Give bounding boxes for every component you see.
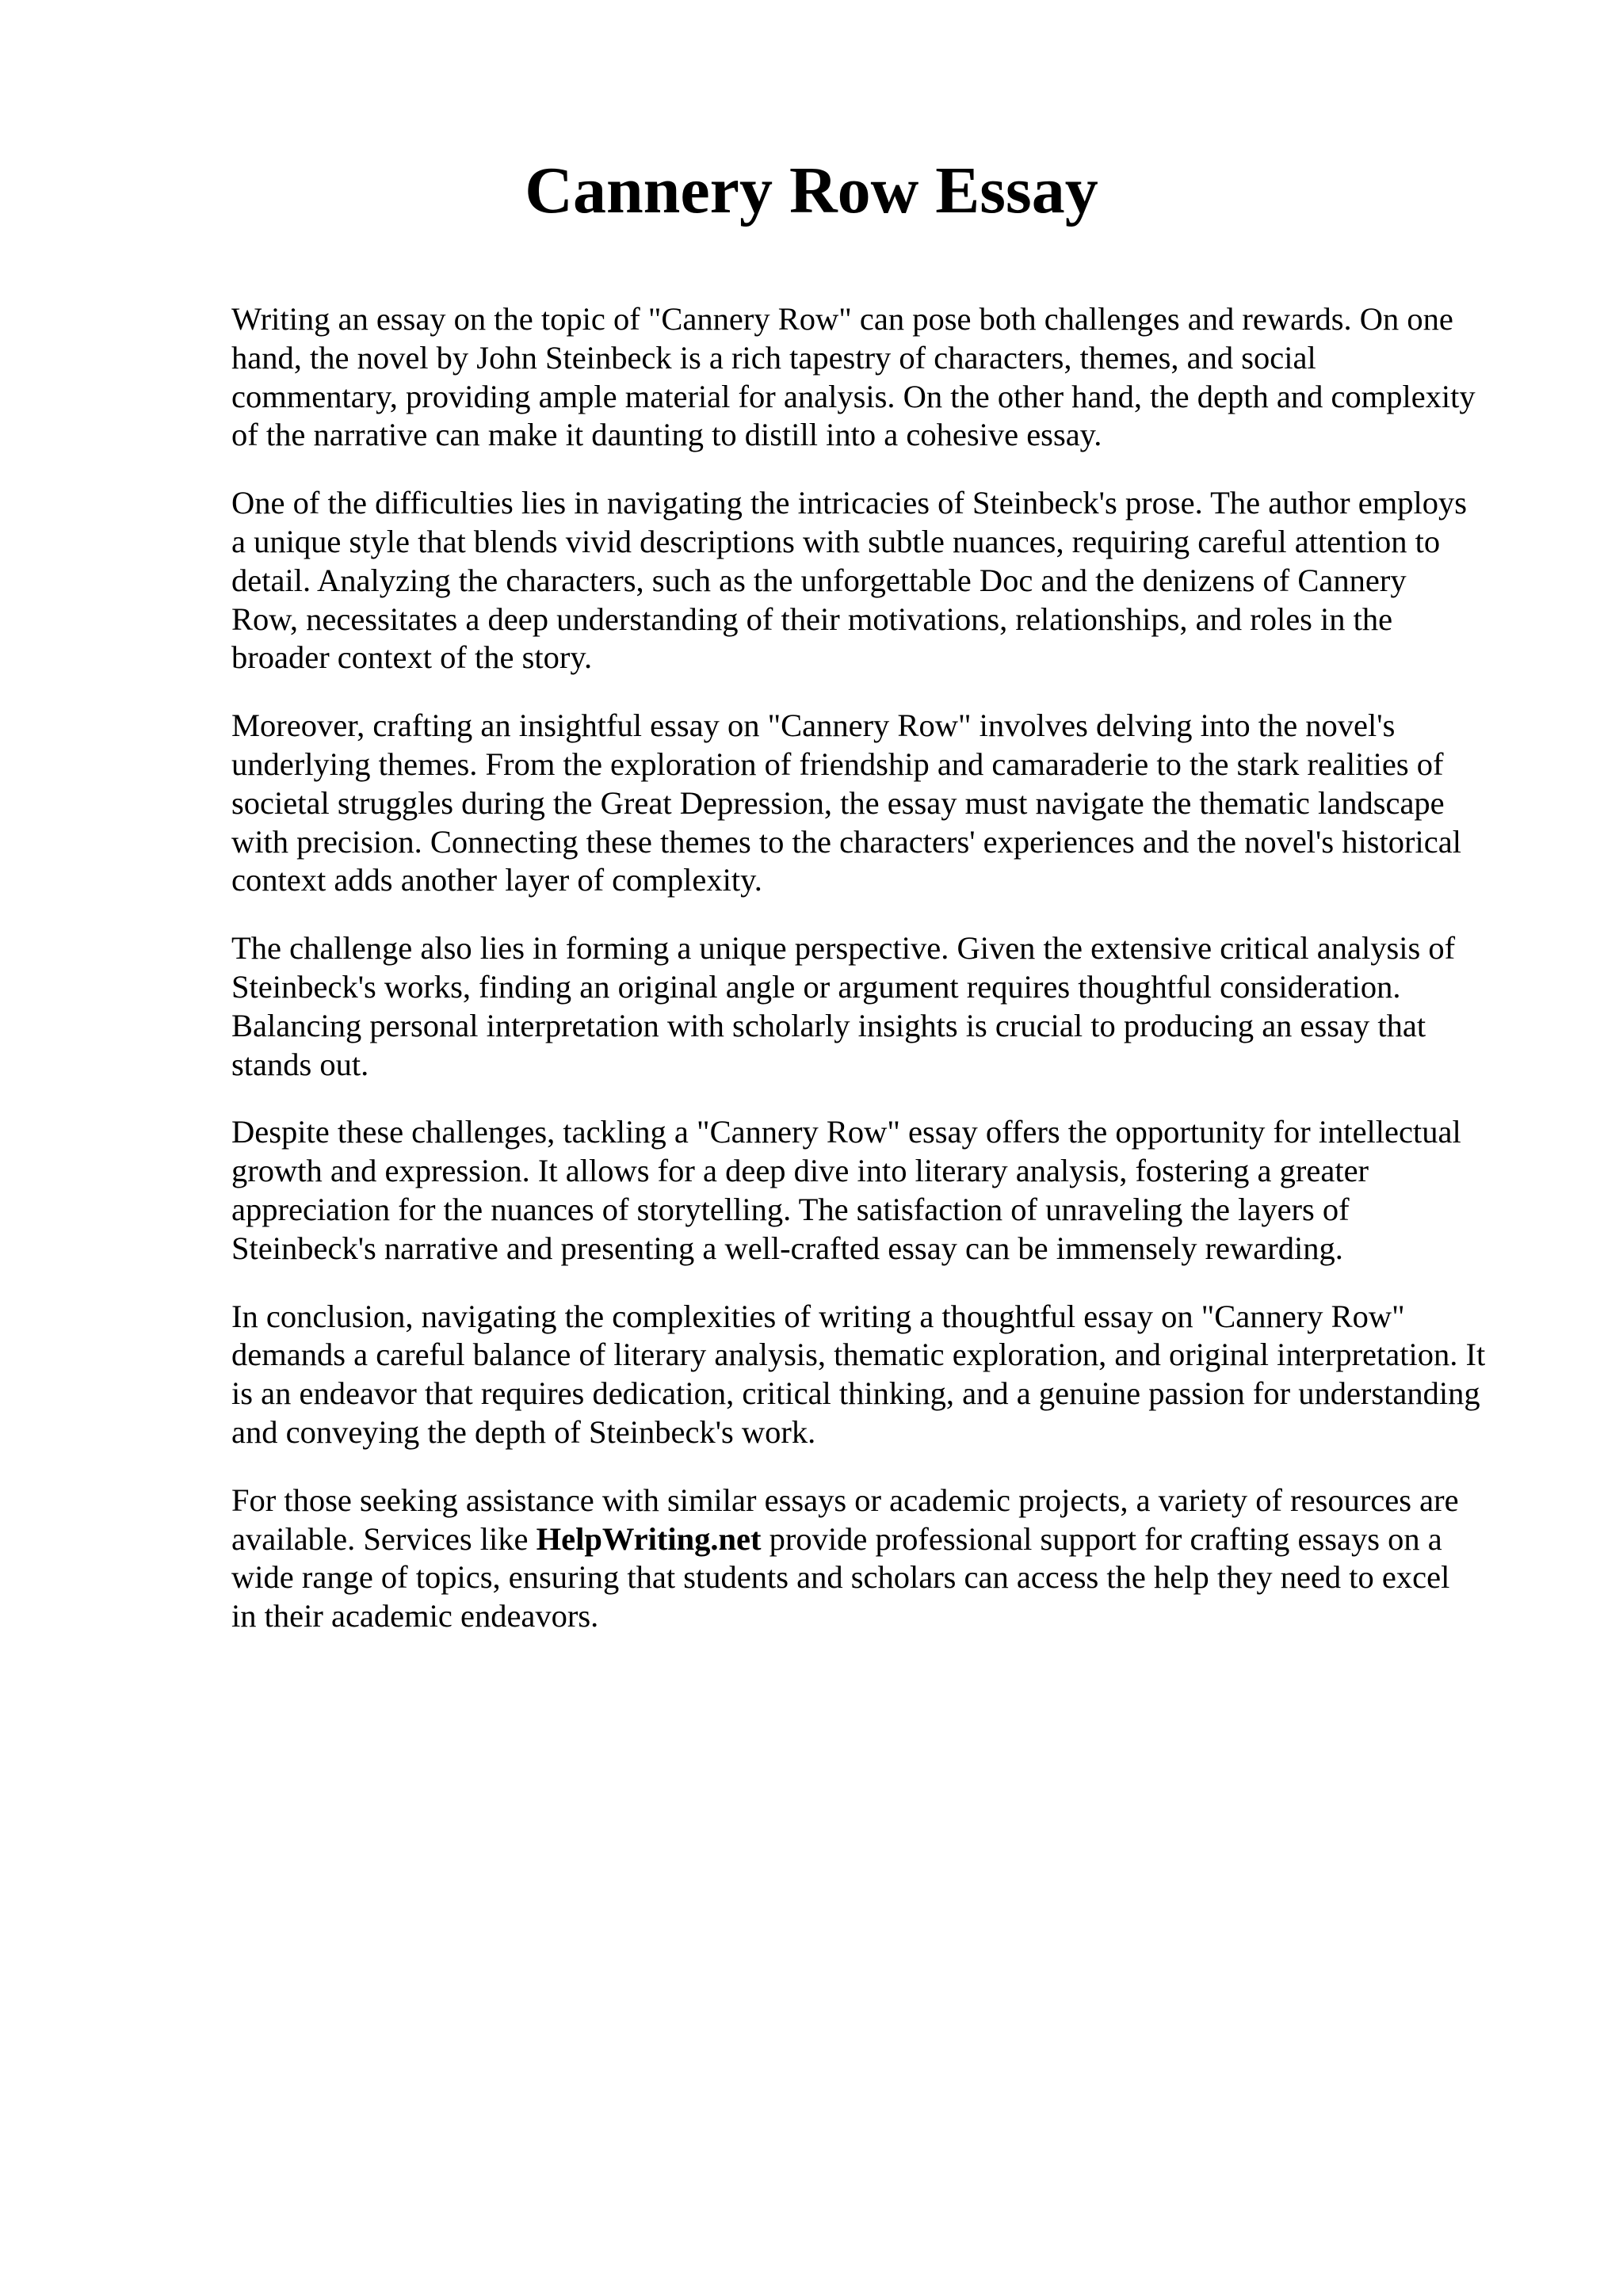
paragraph-line: Steinbeck's narrative and presenting a well-crafted essay can be immensely rewarding. <box>231 1230 1343 1266</box>
paragraph-line: detail. Analyzing the characters, such as the unforgettable Doc and the denizens of Cannery <box>231 562 1407 598</box>
essay-body <box>231 300 1531 1665</box>
paragraph-line-with-link <box>231 1520 1531 1559</box>
paragraph-line: broader context of the story. <box>231 639 593 676</box>
paragraph-line: with precision. Connecting these themes to the characters' experiences and the novel's historical <box>231 823 1461 860</box>
paragraph-line: context adds another layer of complexity. <box>231 862 762 898</box>
text-run: provide professional support for crafting essays on a <box>761 1520 1442 1557</box>
paragraph-line: demands a careful balance of literary analysis, thematic exploration, and original interpretation. It <box>231 1337 1486 1373</box>
paragraph-1 <box>231 300 1531 455</box>
paragraph-line: and conveying the depth of Steinbeck's work. <box>231 1413 816 1450</box>
paragraph-2 <box>231 484 1531 677</box>
paragraph-5 <box>231 1113 1531 1268</box>
helpwriting-brand-text: HelpWriting.net <box>536 1520 762 1557</box>
paragraph-line: appreciation for the nuances of storytelling. The satisfaction of unraveling the layers of <box>231 1191 1350 1227</box>
paragraph-line: hand, the novel by John Steinbeck is a rich tapestry of characters, themes, and social <box>231 339 1316 376</box>
paragraph-7 <box>231 1482 1531 1636</box>
paragraph-line: growth and expression. It allows for a deep dive into literary analysis, fostering a greater <box>231 1153 1369 1189</box>
paragraph-line: In conclusion, navigating the complexities of writing a thoughtful essay on "Cannery Row" <box>231 1298 1405 1334</box>
paragraph-line: of the narrative can make it daunting to distill into a cohesive essay. <box>231 417 1102 453</box>
document-title: Cannery Row Essay <box>525 154 1098 227</box>
paragraph-4 <box>231 929 1531 1084</box>
paragraph-line: wide range of topics, ensuring that students and scholars can access the help they need to excel <box>231 1559 1450 1596</box>
paragraph-line: is an endeavor that requires dedication, critical thinking, and a genuine passion for understanding <box>231 1375 1480 1412</box>
paragraph-line: a unique style that blends vivid descriptions with subtle nuances, requiring careful attention to <box>231 523 1441 559</box>
paragraph-line: Writing an essay on the topic of "Cannery Row" can pose both challenges and rewards. On one <box>231 301 1453 337</box>
paragraph-line: societal struggles during the Great Depression, the essay must navigate the thematic landscape <box>231 784 1445 821</box>
paragraph-6 <box>231 1298 1531 1452</box>
text-run: available. Services like <box>231 1520 537 1557</box>
paragraph-line: in their academic endeavors. <box>231 1598 599 1634</box>
paragraph-line: Despite these challenges, tackling a "Cannery Row" essay offers the opportunity for intellectual <box>231 1114 1461 1150</box>
paragraph-line: Moreover, crafting an insightful essay on "Cannery Row" involves delving into the novel's <box>231 707 1396 744</box>
paragraph-line: commentary, providing ample material for analysis. On the other hand, the depth and complexity <box>231 378 1476 414</box>
paragraph-line: underlying themes. From the exploration of friendship and camaraderie to the stark realities of <box>231 746 1444 782</box>
paragraph-line: Steinbeck's works, finding an original angle or argument requires thoughtful consideration. <box>231 968 1401 1005</box>
paragraph-3 <box>231 707 1531 900</box>
paragraph-line: For those seeking assistance with similar essays or academic projects, a variety of resources are <box>231 1482 1459 1518</box>
paragraph-line: Balancing personal interpretation with scholarly insights is crucial to producing an essay that <box>231 1007 1426 1043</box>
paragraph-line: Row, necessitates a deep understanding of their motivations, relationships, and roles in the <box>231 601 1393 637</box>
paragraph-line: stands out. <box>231 1046 369 1082</box>
paragraph-line: The challenge also lies in forming a unique perspective. Given the extensive critical analysis of <box>231 930 1456 967</box>
paragraph-line: One of the difficulties lies in navigating the intricacies of Steinbeck's prose. The author employs <box>231 485 1468 521</box>
